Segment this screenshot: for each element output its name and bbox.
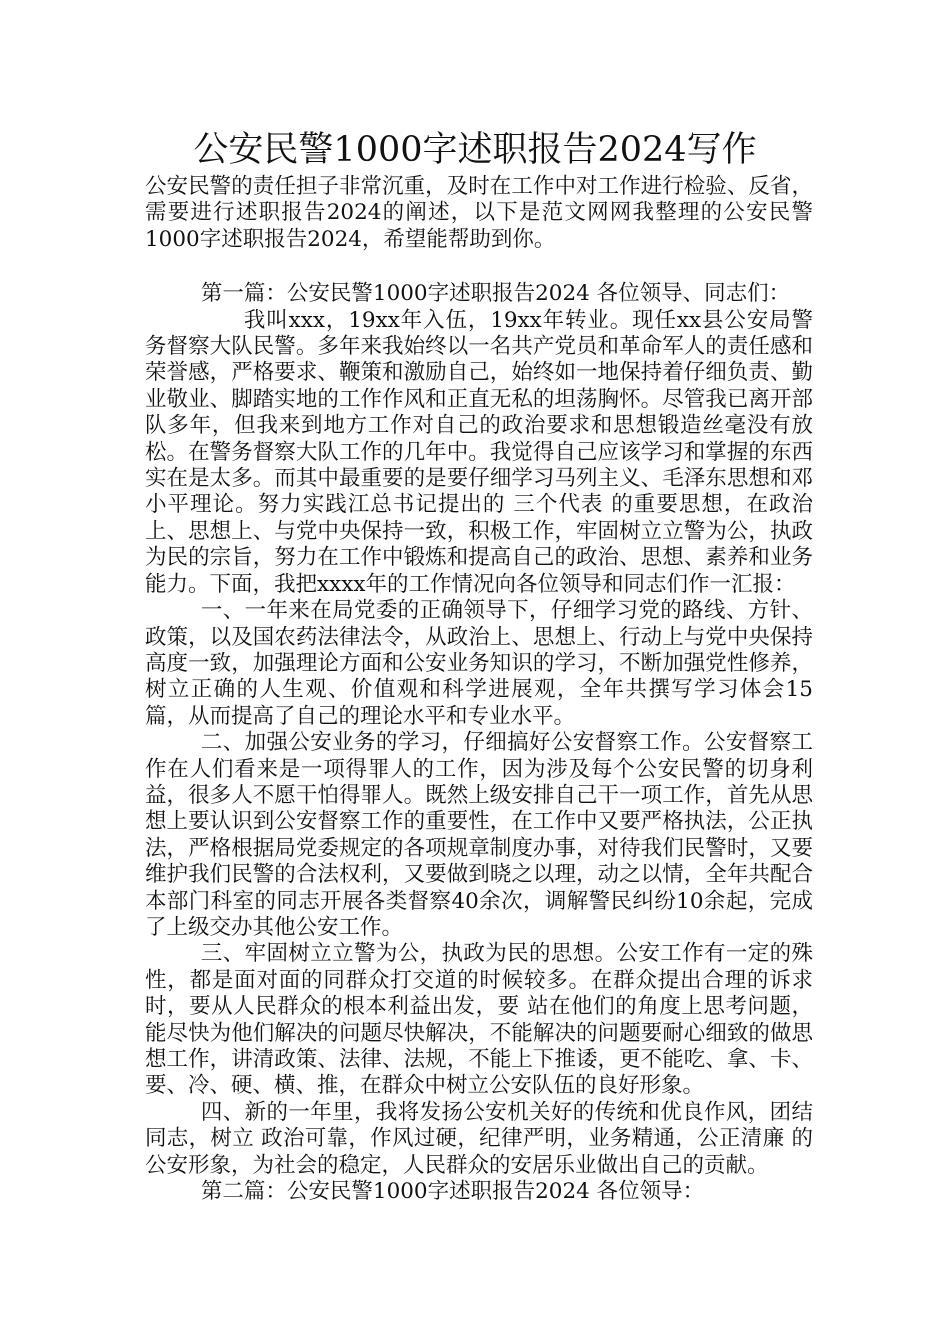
section-two-paragraph: 二、加强公安业务的学习，仔细搞好公安督察工作。公安督察工作在人们看来是一项得罪人的工作，因为涉及每个公安民警的切身利益，很多人不愿干怕得罪人。既然上级安排自己干一项工作，首先从思想上要认识到公安督察工作的重要性，在工作中又要严格执法，公正执法，严格根据局党委规定的各项规章制度办事，对待我们民警时，又要维护我们民警的合法权利，又要做到晓之以理，动之以情，全年共配合本部门科室的同志开展各类督察40余次，调解警民纠纷10余起，完成了上级交办其他公安工作。 xyxy=(145,730,813,940)
document-title: 公安民警1000字述职报告2024写作 xyxy=(193,130,757,170)
part2-heading: 第二篇：公安民警1000字述职报告2024 各位领导： xyxy=(200,1179,705,1205)
document-body xyxy=(145,174,813,1205)
section-three-paragraph: 三、牢固树立立警为公，执政为民的思想。公安工作有一定的殊性，都是面对面的同群众打交道的时候较多。在群众提出合理的诉求时，要从人民群众的根本利益出发，要 站在他们的角度上思考问题，能尽快为他们解决的问题尽快解决，不能解决的问题要耐心细致的做思想工作，讲清政策、法律、法规，不能上下推诿，更不能吃、拿、卡、要、冷、硬、横、推，在群众中树立公安队伍的良好形象。 xyxy=(145,941,813,1099)
part1-heading: 第一篇：公安民警1000字述职报告2024 各位领导、同志们： xyxy=(200,281,791,307)
section-one-paragraph: 一、一年来在局党委的正确领导下，仔细学习党的路线、方针、政策，以及国农药法律法令，从政治上、思想上、行动上与党中央保持高度一致，加强理论方面和公安业务知识的学习，不断加强党性修养，树立正确的人生观、价值观和科学进展观，全年共撰写学习体会15篇，从而提高了自己的理论水平和专业水平。 xyxy=(145,598,813,729)
paragraph-gap xyxy=(145,253,813,281)
self-introduction-paragraph: 我叫xxx，19xx年入伍，19xx年转业。现任xx县公安局警务督察大队民警。多年来我始终以一名共产党员和革命军人的责任感和荣誉感，严格要求、鞭策和激励自己，始终如一地保持着仔细负责、勤业敬业、脚踏实地的工作作风和正直无私的坦荡胸怀。尽管我已离开部队多年，但我来到地方工作对自己的政治要求和思想锻造丝毫没有放松。在警务督察大队工作的几年中。我觉得自己应该学习和掌握的东西实在是太多。而其中最重要的是要仔细学习马列主义、毛泽东思想和邓小平理论。努力实践江总书记提出的 三个代表 的重要思想，在政治上、思想上、与党中央保持一致，积极工作，牢固树立立警为公，执政为民的宗旨，努力在工作中锻炼和提高自己的政治、思想、素养和业务能力。下面，我把xxxx年的工作情况向各位领导和同志们作一汇报： xyxy=(145,307,813,597)
section-four-paragraph: 四、新的一年里，我将发扬公安机关好的传统和优良作风，团结同志，树立 政治可靠，作风过硬，纪律严明，业务精通，公正清廉 的公安形象，为社会的稳定，人民群众的安居乐业做出自己的贡献。 xyxy=(145,1099,813,1178)
intro-paragraph: 公安民警的责任担子非常沉重，及时在工作中对工作进行检验、反省，需要进行述职报告2024的阐述，以下是范文网网我整理的公安民警1000字述职报告2024，希望能帮助到你。 xyxy=(145,174,813,252)
